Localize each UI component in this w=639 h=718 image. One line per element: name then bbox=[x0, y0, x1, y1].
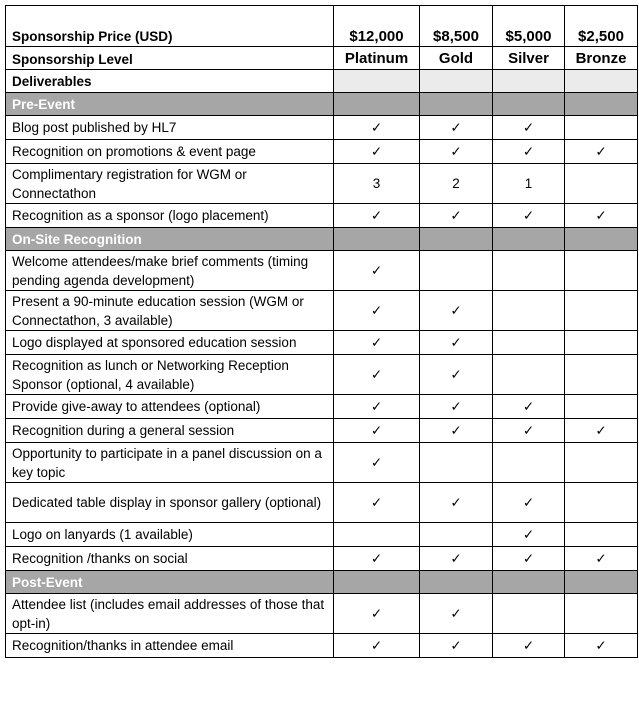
deliverables-cell bbox=[565, 70, 638, 93]
section-header-cell bbox=[334, 228, 420, 251]
deliverable-row bbox=[6, 140, 638, 164]
section-title: Post-Event bbox=[6, 571, 334, 594]
deliverable-row bbox=[6, 116, 638, 140]
deliverable-label: Provide give-away to attendees (optional) bbox=[6, 395, 334, 419]
check-icon-platinum: ✓ bbox=[334, 251, 420, 291]
check-icon-gold: ✓ bbox=[420, 634, 493, 658]
check-icon-platinum: ✓ bbox=[334, 634, 420, 658]
deliverable-label: Recognition /thanks on social bbox=[6, 547, 334, 571]
section-header-cell bbox=[493, 228, 565, 251]
deliverable-label: Recognition as lunch or Networking Reception Sponsor (optional, 4 available) bbox=[6, 355, 334, 395]
section-header-cell bbox=[334, 93, 420, 116]
check-icon-silver: ✓ bbox=[493, 634, 565, 658]
check-icon-platinum: ✓ bbox=[334, 483, 420, 523]
sponsorship-table bbox=[5, 5, 638, 658]
check-icon-gold: ✓ bbox=[420, 291, 493, 331]
deliverable-value-silver bbox=[493, 331, 565, 355]
section-title: On-Site Recognition bbox=[6, 228, 334, 251]
check-icon-platinum: ✓ bbox=[334, 547, 420, 571]
deliverable-value-bronze bbox=[565, 443, 638, 483]
level-bronze: Bronze bbox=[565, 47, 638, 70]
deliverables-row bbox=[6, 70, 638, 93]
deliverable-row bbox=[6, 523, 638, 547]
deliverable-value-silver: 1 bbox=[493, 164, 565, 204]
section-header-cell bbox=[493, 93, 565, 116]
check-icon-silver: ✓ bbox=[493, 483, 565, 523]
deliverable-value-bronze bbox=[565, 116, 638, 140]
deliverable-value-bronze bbox=[565, 395, 638, 419]
check-icon-bronze: ✓ bbox=[565, 140, 638, 164]
deliverable-row bbox=[6, 594, 638, 634]
deliverable-label: Complimentary registration for WGM or Connectathon bbox=[6, 164, 334, 204]
deliverable-row bbox=[6, 634, 638, 658]
section-header-row bbox=[6, 93, 638, 116]
deliverable-label: Recognition as a sponsor (logo placement) bbox=[6, 204, 334, 228]
deliverable-row bbox=[6, 251, 638, 291]
deliverable-value-silver bbox=[493, 594, 565, 634]
check-icon-platinum: ✓ bbox=[334, 331, 420, 355]
deliverable-label: Recognition during a general session bbox=[6, 419, 334, 443]
check-icon-gold: ✓ bbox=[420, 547, 493, 571]
check-icon-platinum: ✓ bbox=[334, 204, 420, 228]
deliverable-label: Opportunity to participate in a panel discussion on a key topic bbox=[6, 443, 334, 483]
section-title: Pre-Event bbox=[6, 93, 334, 116]
check-icon-gold: ✓ bbox=[420, 331, 493, 355]
deliverable-label: Welcome attendees/make brief comments (timing pending agenda development) bbox=[6, 251, 334, 291]
section-header-cell bbox=[565, 571, 638, 594]
check-icon-silver: ✓ bbox=[493, 395, 565, 419]
level-silver: Silver bbox=[493, 47, 565, 70]
section-header-row bbox=[6, 571, 638, 594]
section-header-cell bbox=[565, 93, 638, 116]
deliverable-row bbox=[6, 419, 638, 443]
check-icon-platinum: ✓ bbox=[334, 594, 420, 634]
check-icon-bronze: ✓ bbox=[565, 634, 638, 658]
check-icon-silver: ✓ bbox=[493, 204, 565, 228]
check-icon-bronze: ✓ bbox=[565, 419, 638, 443]
check-icon-silver: ✓ bbox=[493, 116, 565, 140]
deliverable-row bbox=[6, 443, 638, 483]
deliverable-value-bronze bbox=[565, 483, 638, 523]
section-header-row bbox=[6, 228, 638, 251]
section-header-cell bbox=[420, 93, 493, 116]
section-header-cell bbox=[565, 228, 638, 251]
price-gold: $8,500 bbox=[420, 6, 493, 47]
check-icon-gold: ✓ bbox=[420, 116, 493, 140]
section-header-cell bbox=[334, 571, 420, 594]
deliverable-value-silver bbox=[493, 251, 565, 291]
section-header-cell bbox=[420, 571, 493, 594]
check-icon-silver: ✓ bbox=[493, 547, 565, 571]
check-icon-platinum: ✓ bbox=[334, 355, 420, 395]
deliverable-value-gold: 2 bbox=[420, 164, 493, 204]
price-row bbox=[6, 6, 638, 47]
deliverable-label: Present a 90-minute education session (WGM or Connectathon, 3 available) bbox=[6, 291, 334, 331]
deliverable-value-gold bbox=[420, 523, 493, 547]
section-header-cell bbox=[420, 228, 493, 251]
check-icon-gold: ✓ bbox=[420, 594, 493, 634]
deliverable-value-bronze bbox=[565, 594, 638, 634]
deliverable-value-platinum bbox=[334, 523, 420, 547]
deliverable-row bbox=[6, 483, 638, 523]
price-platinum: $12,000 bbox=[334, 6, 420, 47]
deliverable-row bbox=[6, 395, 638, 419]
price-label: Sponsorship Price (USD) bbox=[6, 6, 334, 47]
level-label: Sponsorship Level bbox=[6, 47, 334, 70]
deliverables-label: Deliverables bbox=[6, 70, 334, 93]
section-header-cell bbox=[493, 571, 565, 594]
level-platinum: Platinum bbox=[334, 47, 420, 70]
level-row bbox=[6, 47, 638, 70]
check-icon-bronze: ✓ bbox=[565, 204, 638, 228]
check-icon-gold: ✓ bbox=[420, 395, 493, 419]
check-icon-silver: ✓ bbox=[493, 523, 565, 547]
deliverable-label: Logo displayed at sponsored education session bbox=[6, 331, 334, 355]
sections-body bbox=[6, 93, 638, 658]
level-gold: Gold bbox=[420, 47, 493, 70]
check-icon-platinum: ✓ bbox=[334, 443, 420, 483]
deliverable-label: Recognition on promotions & event page bbox=[6, 140, 334, 164]
deliverable-value-bronze bbox=[565, 164, 638, 204]
deliverables-cell bbox=[420, 70, 493, 93]
check-icon-platinum: ✓ bbox=[334, 395, 420, 419]
check-icon-gold: ✓ bbox=[420, 140, 493, 164]
deliverable-label: Logo on lanyards (1 available) bbox=[6, 523, 334, 547]
check-icon-gold: ✓ bbox=[420, 419, 493, 443]
check-icon-bronze: ✓ bbox=[565, 547, 638, 571]
deliverable-value-bronze bbox=[565, 523, 638, 547]
check-icon-gold: ✓ bbox=[420, 204, 493, 228]
check-icon-gold: ✓ bbox=[420, 483, 493, 523]
deliverable-label: Recognition/thanks in attendee email bbox=[6, 634, 334, 658]
deliverable-row bbox=[6, 164, 638, 204]
deliverable-value-bronze bbox=[565, 331, 638, 355]
deliverables-cell bbox=[334, 70, 420, 93]
deliverable-value-bronze bbox=[565, 355, 638, 395]
check-icon-platinum: ✓ bbox=[334, 291, 420, 331]
check-icon-platinum: ✓ bbox=[334, 116, 420, 140]
deliverable-value-gold bbox=[420, 443, 493, 483]
price-silver: $5,000 bbox=[493, 6, 565, 47]
check-icon-platinum: ✓ bbox=[334, 140, 420, 164]
deliverable-label: Dedicated table display in sponsor gallery (optional) bbox=[6, 483, 334, 523]
deliverable-row bbox=[6, 204, 638, 228]
deliverable-label: Attendee list (includes email addresses of those that opt-in) bbox=[6, 594, 334, 634]
deliverable-value-gold bbox=[420, 251, 493, 291]
deliverable-label: Blog post published by HL7 bbox=[6, 116, 334, 140]
deliverable-row bbox=[6, 547, 638, 571]
deliverable-value-silver bbox=[493, 355, 565, 395]
deliverable-value-silver bbox=[493, 291, 565, 331]
check-icon-platinum: ✓ bbox=[334, 419, 420, 443]
deliverable-value-bronze bbox=[565, 291, 638, 331]
price-bronze: $2,500 bbox=[565, 6, 638, 47]
deliverable-value-bronze bbox=[565, 251, 638, 291]
deliverable-value-silver bbox=[493, 443, 565, 483]
deliverables-cell bbox=[493, 70, 565, 93]
check-icon-silver: ✓ bbox=[493, 419, 565, 443]
deliverable-row bbox=[6, 291, 638, 331]
deliverable-row bbox=[6, 355, 638, 395]
check-icon-silver: ✓ bbox=[493, 140, 565, 164]
check-icon-gold: ✓ bbox=[420, 355, 493, 395]
deliverable-value-platinum: 3 bbox=[334, 164, 420, 204]
deliverable-row bbox=[6, 331, 638, 355]
